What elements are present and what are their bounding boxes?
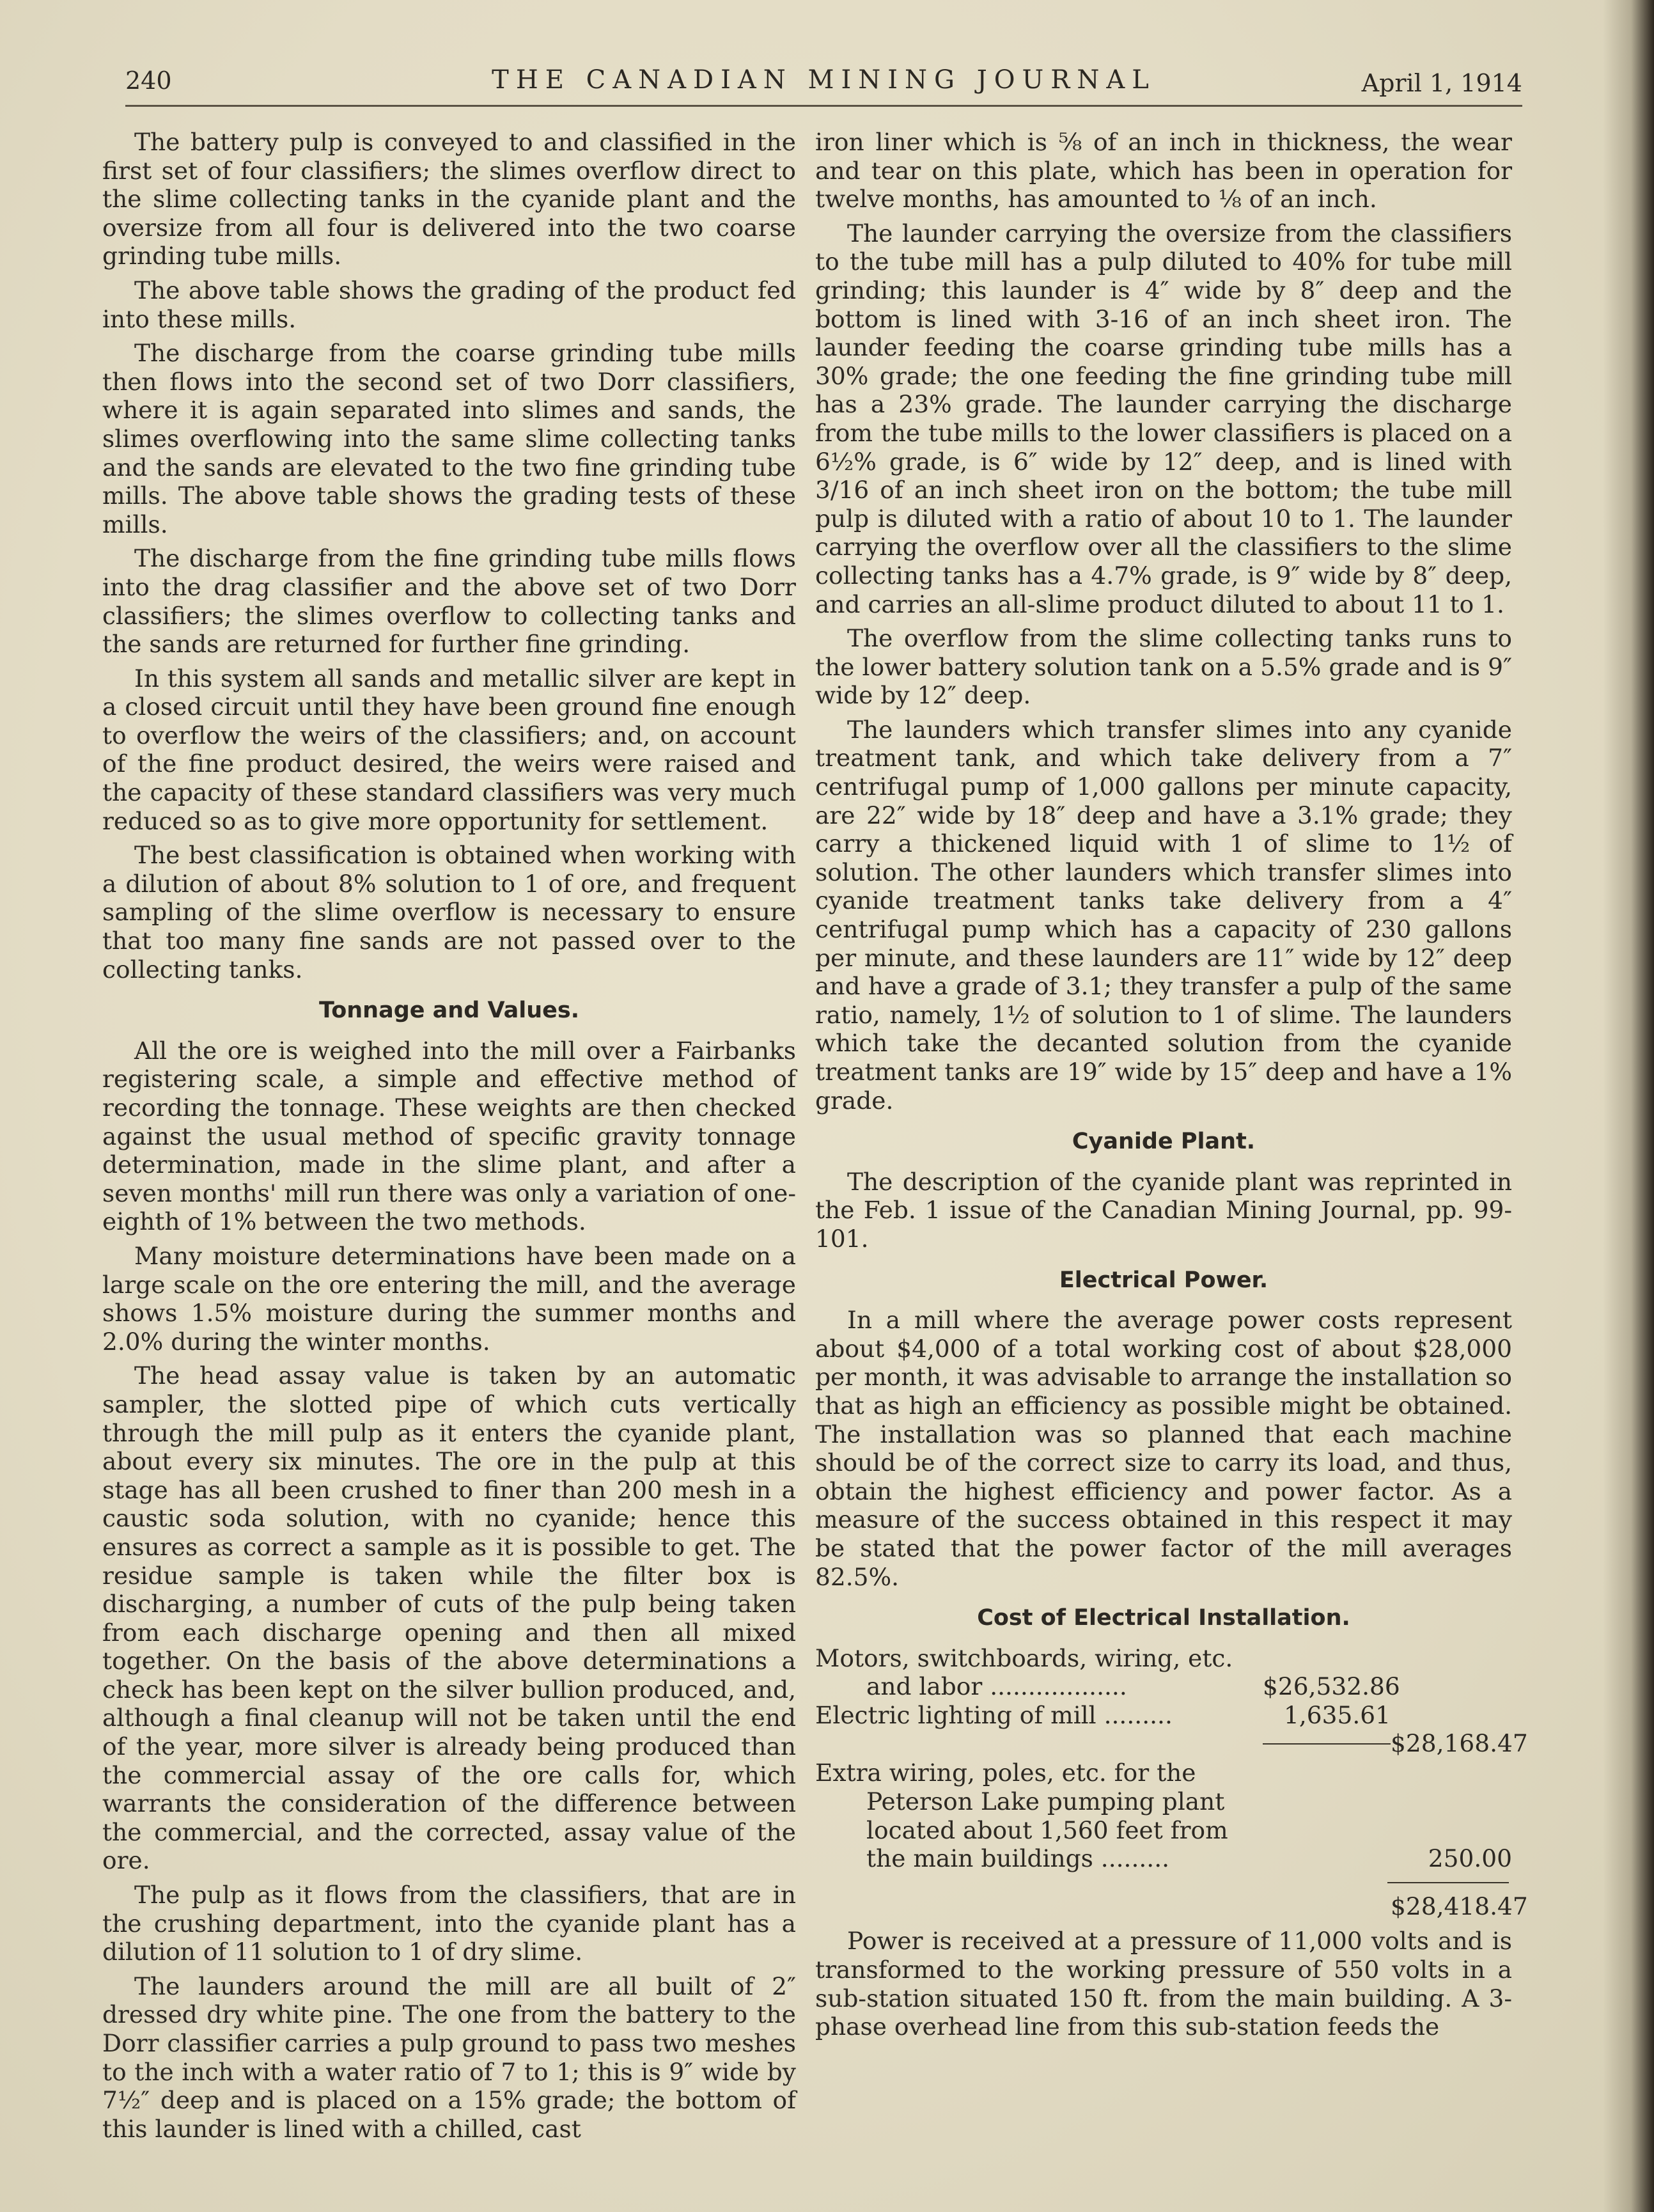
cost-table [815,1643,1528,1921]
cost-amount: 1,635.61 [1284,1700,1391,1729]
paragraph: The overflow from the slime collecting tanks runs to the lower battery solution tank on a 5.5% grade and is 9″ wide by 12″ deep. [815,624,1512,710]
running-header [125,58,1522,102]
cost-spacer [815,1729,1263,1759]
cost-label: and labor .................. [866,1672,1127,1701]
page-edge-shadow [1603,0,1654,2212]
cost-label: Electric lighting of mill ......... [815,1700,1173,1729]
section-heading-cyanide: Cyanide Plant. [1072,1129,1256,1155]
cost-row [815,1787,1512,1816]
section-heading-tonnage: Tonnage and Values. [318,998,580,1024]
paragraph: The head assay value is taken by an automatic sampler, the slotted pipe of which cuts vertically through the mill pulp as it enters the cyanide plant, about every six minutes. The ore in the pulp at this stage has all been crushed to finer than 200 mesh in a caustic soda solution, with no cyanide; hence this ensures as correct a sample as it is possible to get. The residue sample is taken while the filter box is discharging, a number of cuts of the pulp being taken from each discharge opening and then all mixed together. On the basis of the above determinations a check has been kept on the silver bullion produced, and, although a final cleanup will not be taken until the end of the year, more silver is already being produced than the commercial assay of the ore calls for, which warrants the consideration of the difference between the commercial, and the corrected, assay value of the ore. [102,1361,796,1875]
header-rule [125,105,1522,107]
section-heading-power: Electrical Power. [1059,1267,1268,1293]
right-column [815,128,1528,2047]
paragraph: The pulp as it flows from the classifiers, that are in the crushing department, into the cyanide plant has a dilution of 11 solution to 1 of dry slime. [102,1881,796,1966]
cost-subtotal: $28,168.47 [1391,1729,1528,1758]
cost-row [815,1644,1512,1673]
journal-title: THE CANADIAN MINING JOURNAL [492,65,1156,95]
paragraph: The above table shows the grading of the product fed into these mills. [102,276,796,333]
total-rule [1387,1882,1509,1883]
cost-amount: $26,532.86 [1263,1672,1400,1701]
paragraph: The launder carrying the oversize from the classifiers to the tube mill has a pulp diluted to 40% for tube mill grinding; this launder is 4″ wide by 8″ deep and the bottom is lined with 3-16 of an inch sheet iron. The launder feeding the coarse grinding tube mills has a 30% grade; the one feeding the fine grinding tube mill has a 23% grade. The launder carrying the discharge from the tube mills to the lower classifiers is placed on a 6½% grade, is 6″ wide by 12″ deep, and is lined with 3/16 of an inch sheet iron on the bottom; the tube mill pulp is diluted with a ratio of about 10 to 1. The launder carrying the overflow over all the classifiers to the slime collecting tanks has a 4.7% grade, is 9″ wide by 8″ deep, and carries an all-slime product diluted to about 11 to 1. [815,219,1512,618]
cost-label: Motors, switchboards, wiring, etc. [815,1643,1233,1672]
paragraph: The best classification is obtained when working with a dilution of about 8% solution to 1 of ore, and frequent sampling of the slime overflow is necessary to ensure that too many fine sands are not passed over to the collecting tanks. [102,841,796,984]
paragraph: The launders which transfer slimes into any cyanide treatment tank, and which take delivery from a 7″ centrifugal pump of 1,000 gallons per minute capacity, are 22″ wide by 18″ deep and have a 3.1% grade; they carry a thickened liquid with 1 of slime to 1½ of solution. The other launders which transfer slimes into cyanide treatment tanks take delivery from a 4″ centrifugal pump which has a capacity of 230 gallons per minute, and these launders are 11″ wide by 12″ deep and have a grade of 3.1; they transfer a pulp of the same ratio, namely, 1½ of solution to 1 of slime. The launders which take the decanted solution from the cyanide treatment tanks are 19″ wide by 15″ deep and have a 1% grade. [815,715,1512,1115]
paragraph: In a mill where the average power costs represent about $4,000 of a total working cost of about $28,000 per month, it was advisable to arrange the installation so that as high an efficiency as possible might be obtained. The installation was so planned that each machine should be of the correct size to carry its load, and thus, obtain the highest efficiency and power factor. As a measure of the success obtained in this respect it may be stated that the power factor of the mill averages 82.5%. [815,1306,1512,1591]
cost-row [815,1816,1512,1845]
cost-spacer [1263,1844,1391,1873]
cost-spacer [815,1892,1263,1921]
paragraph: Many moisture determinations have been made on a large scale on the ore entering the mill, and the average shows 1.5% moisture during the summer months and 2.0% during the winter months. [102,1241,796,1356]
cost-row [815,1892,1528,1921]
paragraph: iron liner which is ⅝ of an inch in thickness, the wear and tear on this plate, which has been in operation for twelve months, has amounted to ⅛ of an inch. [815,128,1512,214]
cost-label: Extra wiring, poles, etc. for the [815,1759,1196,1787]
cost-total: $28,418.47 [1391,1892,1528,1920]
paragraph: The launders around the mill are all built of 2″ dressed dry white pine. The one from the battery to the Dorr classifier carries a pulp ground to pass two meshes to the inch with a water ratio of 7 to 1; this is 9″ wide by 7½″ deep and is placed on a 15% grade; the bottom of this launder is lined with a chilled, cast [102,1972,796,2143]
section-heading-cost: Cost of Electrical Installation. [977,1605,1350,1631]
cost-spacer [1263,1892,1391,1921]
cost-row [815,1701,1512,1730]
cost-amount: 250.00 [1428,1844,1512,1873]
paragraph: The battery pulp is conveyed to and classified in the first set of four classifiers; the slimes overflow direct to the slime collecting tanks in the cyanide plant and the oversize from all four is delivered into the two coarse grinding tube mills. [102,128,796,271]
cost-row [815,1844,1512,1873]
cost-label: located about 1,560 feet from [866,1816,1228,1844]
cost-label: the main buildings ......... [866,1844,1170,1873]
cost-row [815,1759,1512,1787]
issue-date: April 1, 1914 [1361,69,1522,97]
paragraph: The discharge from the coarse grinding tube mills then flows into the second set of two Dorr classifiers, where it is again separated into slimes and sands, the slimes overflowing into the same slime collecting tanks and the sands are elevated to the two fine grinding tube mills. The above table shows the grading tests of these mills. [102,339,796,538]
left-column [102,128,796,2149]
cost-row [815,1729,1528,1759]
sum-rule [1263,1743,1391,1759]
paragraph: All the ore is weighed into the mill over a Fairbanks registering scale, a simple and effective method of recording the tonnage. These weights are then checked against the usual method of specific gravity tonnage determination, made in the slime plant, and after a seven months' mill run there was only a variation of one-eighth of 1% between the two methods. [102,1036,796,1236]
paragraph: In this system all sands and metallic silver are kept in a closed circuit until they have been ground fine enough to overflow the weirs of the classifiers; and, on account of the fine product desired, the weirs were raised and the capacity of these standard classifiers was very much reduced so as to give more opportunity for settlement. [102,664,796,835]
cost-label: Peterson Lake pumping plant [866,1787,1225,1816]
page-number: 240 [125,67,172,95]
cost-row [815,1672,1512,1701]
paragraph: The description of the cyanide plant was reprinted in the Feb. 1 issue of the Canadian Mining Journal, pp. 99-101. [815,1167,1512,1253]
paragraph: Power is received at a pressure of 11,000 volts and is transformed to the working pressure of 550 volts in a sub-station situated 150 ft. from the main building. A 3-phase overhead line from this sub-station feeds the [815,1927,1512,2041]
paragraph: The discharge from the fine grinding tube mills flows into the drag classifier and the above set of two Dorr classifiers; the slimes overflow to collecting tanks and the sands are returned for further fine grinding. [102,544,796,659]
